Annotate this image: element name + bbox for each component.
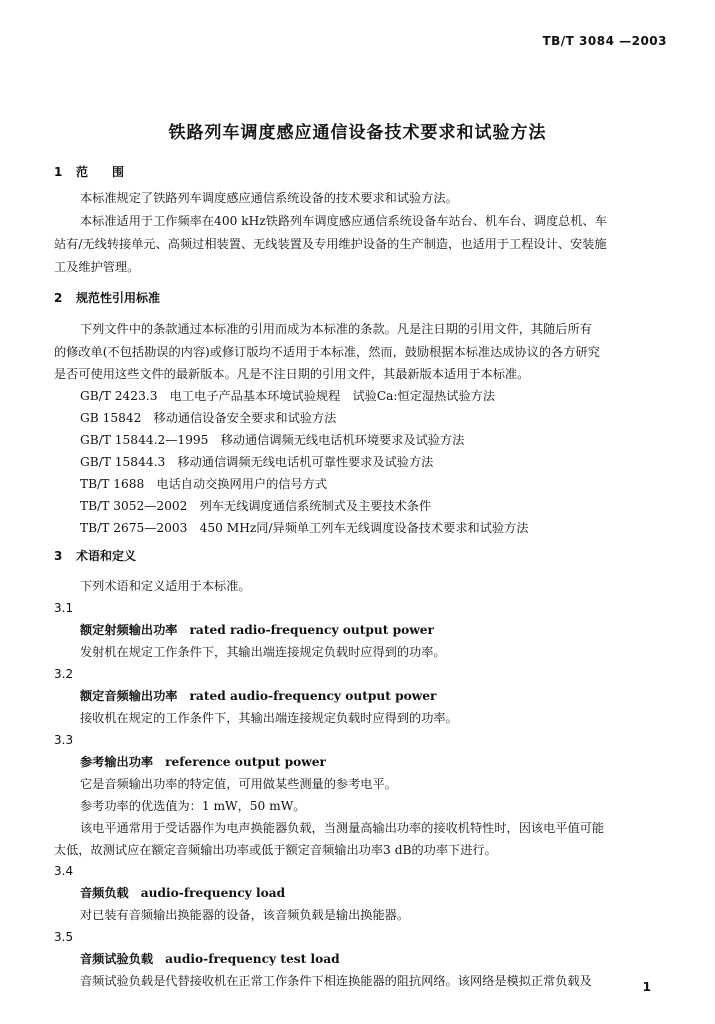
term-definition: 该电平通常用于受话器作为电声换能器负载，当测量高输出功率的接收机特性时，因该电平值可能	[80, 821, 605, 835]
term-en: audio-frequency test load	[165, 952, 340, 966]
section-3-heading	[54, 548, 676, 564]
term-cn: 参考输出功率	[80, 755, 154, 769]
term-definition: 对已装有音频输出换能器的设备，该音频负载是输出换能器。	[80, 908, 410, 922]
standard-code: TB/T 3084 —2003	[542, 34, 667, 48]
term-heading	[80, 622, 676, 638]
reference-item: TB/T 1688 电话自动交换网用户的信号方式	[80, 477, 328, 491]
paragraph: 本标准规定了铁路列车调度感应通信系统设备的技术要求和试验方法。	[80, 191, 458, 205]
term-definition: 太低，故测试应在额定音频输出功率或低于额定音频输出功率3 dB的功率下进行。	[54, 843, 497, 857]
section-2-heading	[54, 290, 676, 306]
term-number: 3.5	[54, 930, 74, 944]
section-title: 术语和定义	[76, 549, 137, 563]
section-number: 1	[54, 165, 63, 179]
term-en: rated audio-frequency output power	[189, 689, 437, 703]
reference-item: TB/T 3052—2002 列车无线调度通信系统制式及主要技术条件	[80, 499, 432, 513]
reference-item: GB 15842 移动通信设备安全要求和试验方法	[80, 411, 337, 425]
section-title: 规范性引用标准	[76, 291, 161, 305]
paragraph: 是否可使用这些文件的最新版本。凡是不注日期的引用文件，其最新版本适用于本标准。	[54, 367, 530, 381]
section-1-heading	[54, 164, 676, 180]
term-cn: 音频负载	[80, 886, 129, 900]
term-cn: 额定音频输出功率	[80, 689, 178, 703]
term-definition: 参考功率的优选值为：1 mW，50 mW。	[80, 799, 306, 813]
reference-item: GB/T 15844.2—1995 移动通信调频无线电话机环境要求及试验方法	[80, 433, 465, 447]
term-definition: 发射机在规定工作条件下，其输出端连接规定负载时应得到的功率。	[80, 645, 446, 659]
term-heading	[80, 688, 676, 704]
term-cn: 额定射频输出功率	[80, 623, 178, 637]
term-en: reference output power	[165, 755, 326, 769]
term-cn: 音频试验负载	[80, 952, 154, 966]
term-en: rated radio-frequency output power	[189, 623, 434, 637]
paragraph: 下列文件中的条款通过本标准的引用而成为本标准的条款。凡是注日期的引用文件，其随后所有	[80, 322, 592, 336]
section-number: 2	[54, 291, 63, 305]
reference-item: GB/T 15844.3 移动通信调频无线电话机可靠性要求及试验方法	[80, 455, 434, 469]
document-title: 铁路列车调度感应通信设备技术要求和试验方法	[168, 123, 547, 143]
reference-item: TB/T 2675—2003 450 MHz同/异频单工列车无线调度设备技术要求和试验方法	[80, 521, 529, 535]
section-title: 范 围	[76, 165, 125, 179]
term-number: 3.1	[54, 601, 74, 615]
page-number: 1	[642, 980, 651, 994]
paragraph: 下列术语和定义适用于本标准。	[80, 579, 251, 593]
term-definition: 音频试验负载是代替接收机在正常工作条件下相连换能器的阻抗网络。该网络是模拟正常负载及	[80, 974, 592, 988]
term-definition: 它是音频输出功率的特定值，可用做某些测量的参考电平。	[80, 777, 397, 791]
term-number: 3.2	[54, 667, 74, 681]
paragraph: 本标准适用于工作频率在400 kHz铁路列车调度感应通信系统设备车站台、机车台、调度总机、车	[80, 214, 607, 228]
term-heading	[80, 754, 676, 770]
term-number: 3.3	[54, 733, 74, 747]
term-heading	[80, 951, 676, 967]
section-number: 3	[54, 549, 63, 563]
term-number: 3.4	[54, 864, 74, 878]
paragraph: 站有/无线转接单元、高频过相装置、无线装置及专用维护设备的生产制造，也适用于工程设计、安装施	[54, 237, 607, 251]
term-definition: 接收机在规定的工作条件下，其输出端连接规定负载时应得到的功率。	[80, 711, 458, 725]
term-en: audio-frequency load	[140, 886, 286, 900]
reference-item: GB/T 2423.3 电工电子产品基本环境试验规程 试验Ca:恒定湿热试验方法	[80, 389, 496, 403]
paragraph: 工及维护管理。	[54, 260, 140, 274]
paragraph: 的修改单(不包括勘误的内容)或修订版均不适用于本标准，然而，鼓励根据本标准达成协议的各方研究	[54, 345, 600, 359]
term-heading	[80, 885, 676, 901]
